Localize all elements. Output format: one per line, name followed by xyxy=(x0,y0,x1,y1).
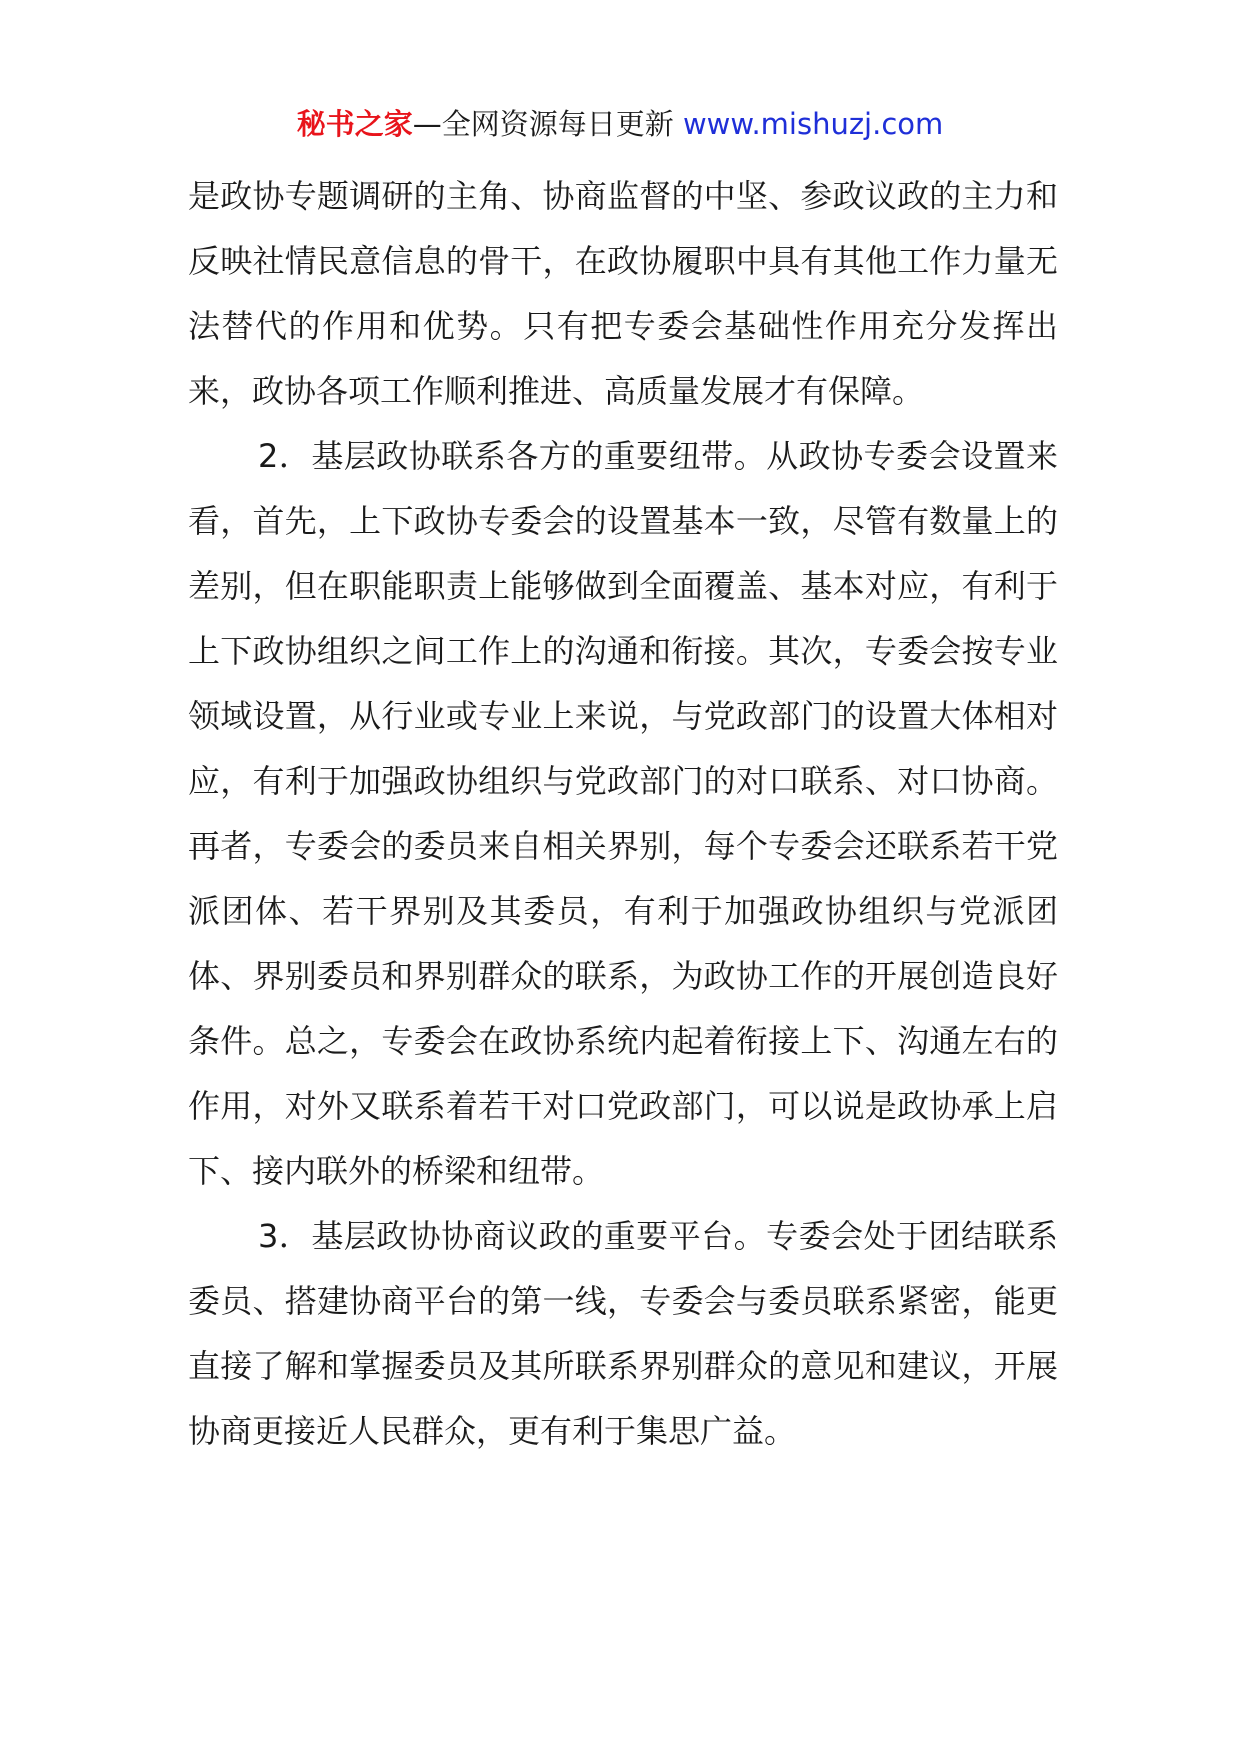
document-body xyxy=(188,164,1058,1464)
paragraph: 是政协专题调研的主角、协商监督的中坚、参政议政的主力和反映社情民意信息的骨干，在政协履职中具有其他工作力量无法替代的作用和优势。只有把专委会基础性作用充分发挥出来，政协各项工作顺利推进、高质量发展才有保障。 xyxy=(188,177,1058,410)
page-header xyxy=(0,104,1240,144)
site-url-link[interactable]: www.mishuzj.com xyxy=(682,107,944,141)
paragraph: 3．基层政协协商议政的重要平台。专委会处于团结联系委员、搭建协商平台的第一线，专委会与委员联系紧密，能更直接了解和掌握委员及其所联系界别群众的意见和建议，开展协商更接近人民群众，更有利于集思广益。 xyxy=(188,1217,1058,1450)
paragraph: 2．基层政协联系各方的重要纽带。从政协专委会设置来看，首先，上下政协专委会的设置基本一致，尽管有数量上的差别，但在职能职责上能够做到全面覆盖、基本对应，有利于上下政协组织之间工作上的沟通和衔接。其次，专委会按专业领域设置，从行业或专业上来说，与党政部门的设置大体相对应，有利于加强政协组织与党政部门的对口联系、对口协商。再者，专委会的委员来自相关界别，每个专委会还联系若干党派团体、若干界别及其委员，有利于加强政协组织与党派团体、界别委员和界别群众的联系，为政协工作的开展创造良好条件。总之，专委会在政协系统内起着衔接上下、沟通左右的作用，对外又联系着若干对口党政部门，可以说是政协承上启下、接内联外的桥梁和纽带。 xyxy=(188,437,1058,1190)
brand-name: 秘书之家 xyxy=(296,107,413,141)
header-tagline: —全网资源每日更新 xyxy=(412,107,674,141)
